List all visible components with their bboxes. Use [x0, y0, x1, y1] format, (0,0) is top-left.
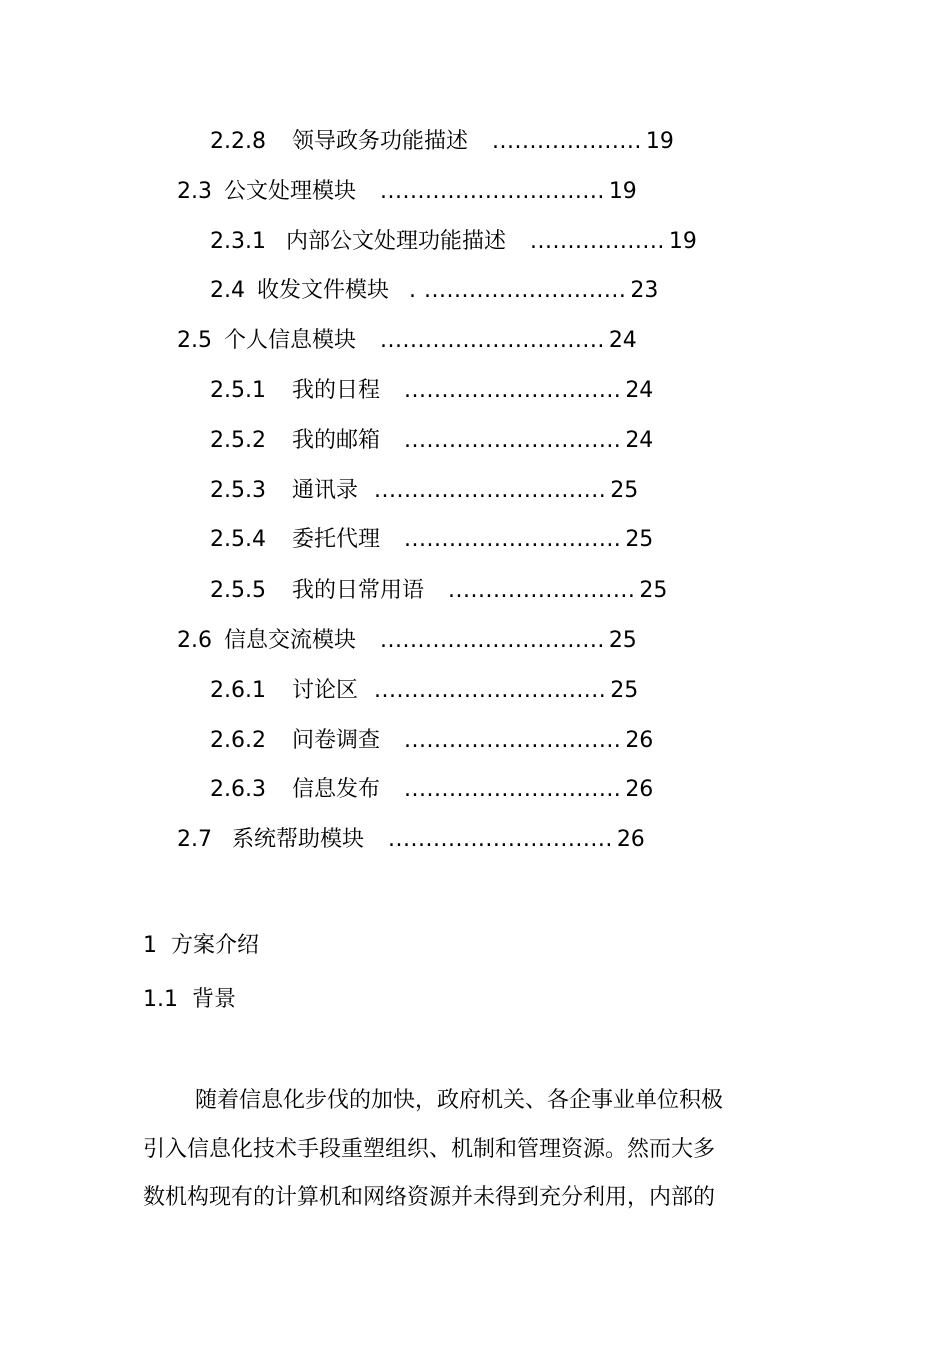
toc-leader-dots: .............................	[404, 378, 622, 403]
toc-page-number: 26	[616, 827, 645, 852]
toc-page-number: 25	[625, 527, 654, 552]
toc-number: 2.5.4	[210, 527, 266, 552]
toc-entry[interactable]	[210, 127, 674, 157]
toc-page-number: 23	[630, 278, 659, 303]
toc-number: 2.6.2	[210, 728, 266, 753]
toc-title: 公文处理模块	[224, 179, 357, 204]
toc-entry[interactable]	[177, 326, 637, 356]
toc-page-number: 24	[625, 378, 654, 403]
toc-entry[interactable]	[210, 525, 653, 555]
toc-leader-dots: ..............................	[388, 827, 613, 852]
toc-entry[interactable]	[210, 726, 653, 756]
paragraph-line: 数机构现有的计算机和网络资源并未得到充分利用，内部的	[143, 1185, 716, 1210]
toc-title: 信息发布	[291, 777, 380, 802]
toc-number: 2.5.5	[210, 578, 266, 603]
toc-leader-dots: ...............................	[374, 678, 607, 703]
toc-number: 2.4	[210, 278, 245, 303]
toc-leader-dots: ...............................	[374, 478, 607, 503]
toc-page-number: 26	[625, 728, 654, 753]
toc-entry[interactable]	[210, 426, 653, 456]
toc-leader-dots: .............................	[404, 777, 622, 802]
toc-leader-dots: .............................	[404, 428, 622, 453]
toc-entry[interactable]	[210, 775, 653, 805]
toc-title: 通讯录	[291, 478, 358, 503]
toc-leader-dots: ....................	[492, 129, 642, 154]
toc-page-number: 19	[645, 129, 674, 154]
toc-page-number: 25	[610, 678, 639, 703]
toc-page-number: 19	[668, 229, 697, 254]
toc-title: 系统帮助模块	[232, 827, 365, 852]
section-number: 1	[143, 933, 157, 958]
toc-title: 我的邮箱	[291, 428, 380, 453]
toc-page-number: 24	[608, 328, 637, 353]
toc-entry[interactable]	[177, 626, 637, 656]
toc-leader-dots: .............................	[404, 527, 622, 552]
toc-entry[interactable]	[210, 576, 667, 606]
paragraph-line: 随着信息化步伐的加快，政府机关、各企事业单位积极	[195, 1088, 724, 1113]
toc-number: 2.6.1	[210, 678, 266, 703]
toc-title: 领导政务功能描述	[291, 129, 468, 154]
toc-page-number: 26	[625, 777, 654, 802]
toc-entry[interactable]	[177, 177, 637, 207]
toc-number: 2.5.1	[210, 378, 266, 403]
toc-leader-dots: .........................	[448, 578, 636, 603]
toc-entry[interactable]	[210, 376, 653, 406]
toc-leader-dots: .............................	[404, 728, 622, 753]
toc-title: 委托代理	[291, 527, 380, 552]
toc-number: 2.7	[177, 827, 212, 852]
toc-entry[interactable]	[210, 476, 638, 506]
toc-page-number: 19	[608, 179, 637, 204]
paragraph-line: 引入信息化技术手段重塑组织、机制和管理资源。然而大多	[143, 1137, 716, 1162]
toc-leader-dots: . ...........................	[409, 278, 627, 303]
toc-number: 2.3	[177, 179, 212, 204]
toc-title: 我的日程	[291, 378, 380, 403]
toc-title: 收发文件模块	[257, 278, 390, 303]
toc-page-number: 25	[608, 628, 637, 653]
toc-page-number: 25	[639, 578, 668, 603]
toc-number: 2.2.8	[210, 129, 266, 154]
toc-title: 内部公文处理功能描述	[285, 229, 506, 254]
toc-page-number: 25	[610, 478, 639, 503]
section-title: 背景	[192, 987, 237, 1012]
toc-title: 讨论区	[291, 678, 358, 703]
toc-leader-dots: ..............................	[380, 328, 605, 353]
toc-number: 2.6.3	[210, 777, 266, 802]
toc-entry[interactable]	[210, 276, 658, 306]
toc-title: 我的日常用语	[291, 578, 424, 603]
toc-title: 个人信息模块	[224, 328, 357, 353]
section-number: 1.1	[143, 987, 178, 1012]
toc-number: 2.3.1	[210, 229, 266, 254]
toc-entry[interactable]	[177, 825, 645, 855]
toc-entry[interactable]	[210, 227, 697, 257]
toc-leader-dots: ..................	[530, 229, 665, 254]
toc-number: 2.6	[177, 628, 212, 653]
section-title: 方案介绍	[171, 933, 260, 958]
section-heading-1-1	[143, 985, 236, 1015]
toc-leader-dots: ..............................	[380, 628, 605, 653]
toc-page-number: 24	[625, 428, 654, 453]
toc-entry[interactable]	[210, 676, 638, 706]
toc-number: 2.5	[177, 328, 212, 353]
toc-number: 2.5.3	[210, 478, 266, 503]
toc-number: 2.5.2	[210, 428, 266, 453]
section-heading-1	[143, 931, 259, 961]
toc-title: 问卷调查	[291, 728, 380, 753]
toc-leader-dots: ..............................	[380, 179, 605, 204]
toc-title: 信息交流模块	[224, 628, 357, 653]
